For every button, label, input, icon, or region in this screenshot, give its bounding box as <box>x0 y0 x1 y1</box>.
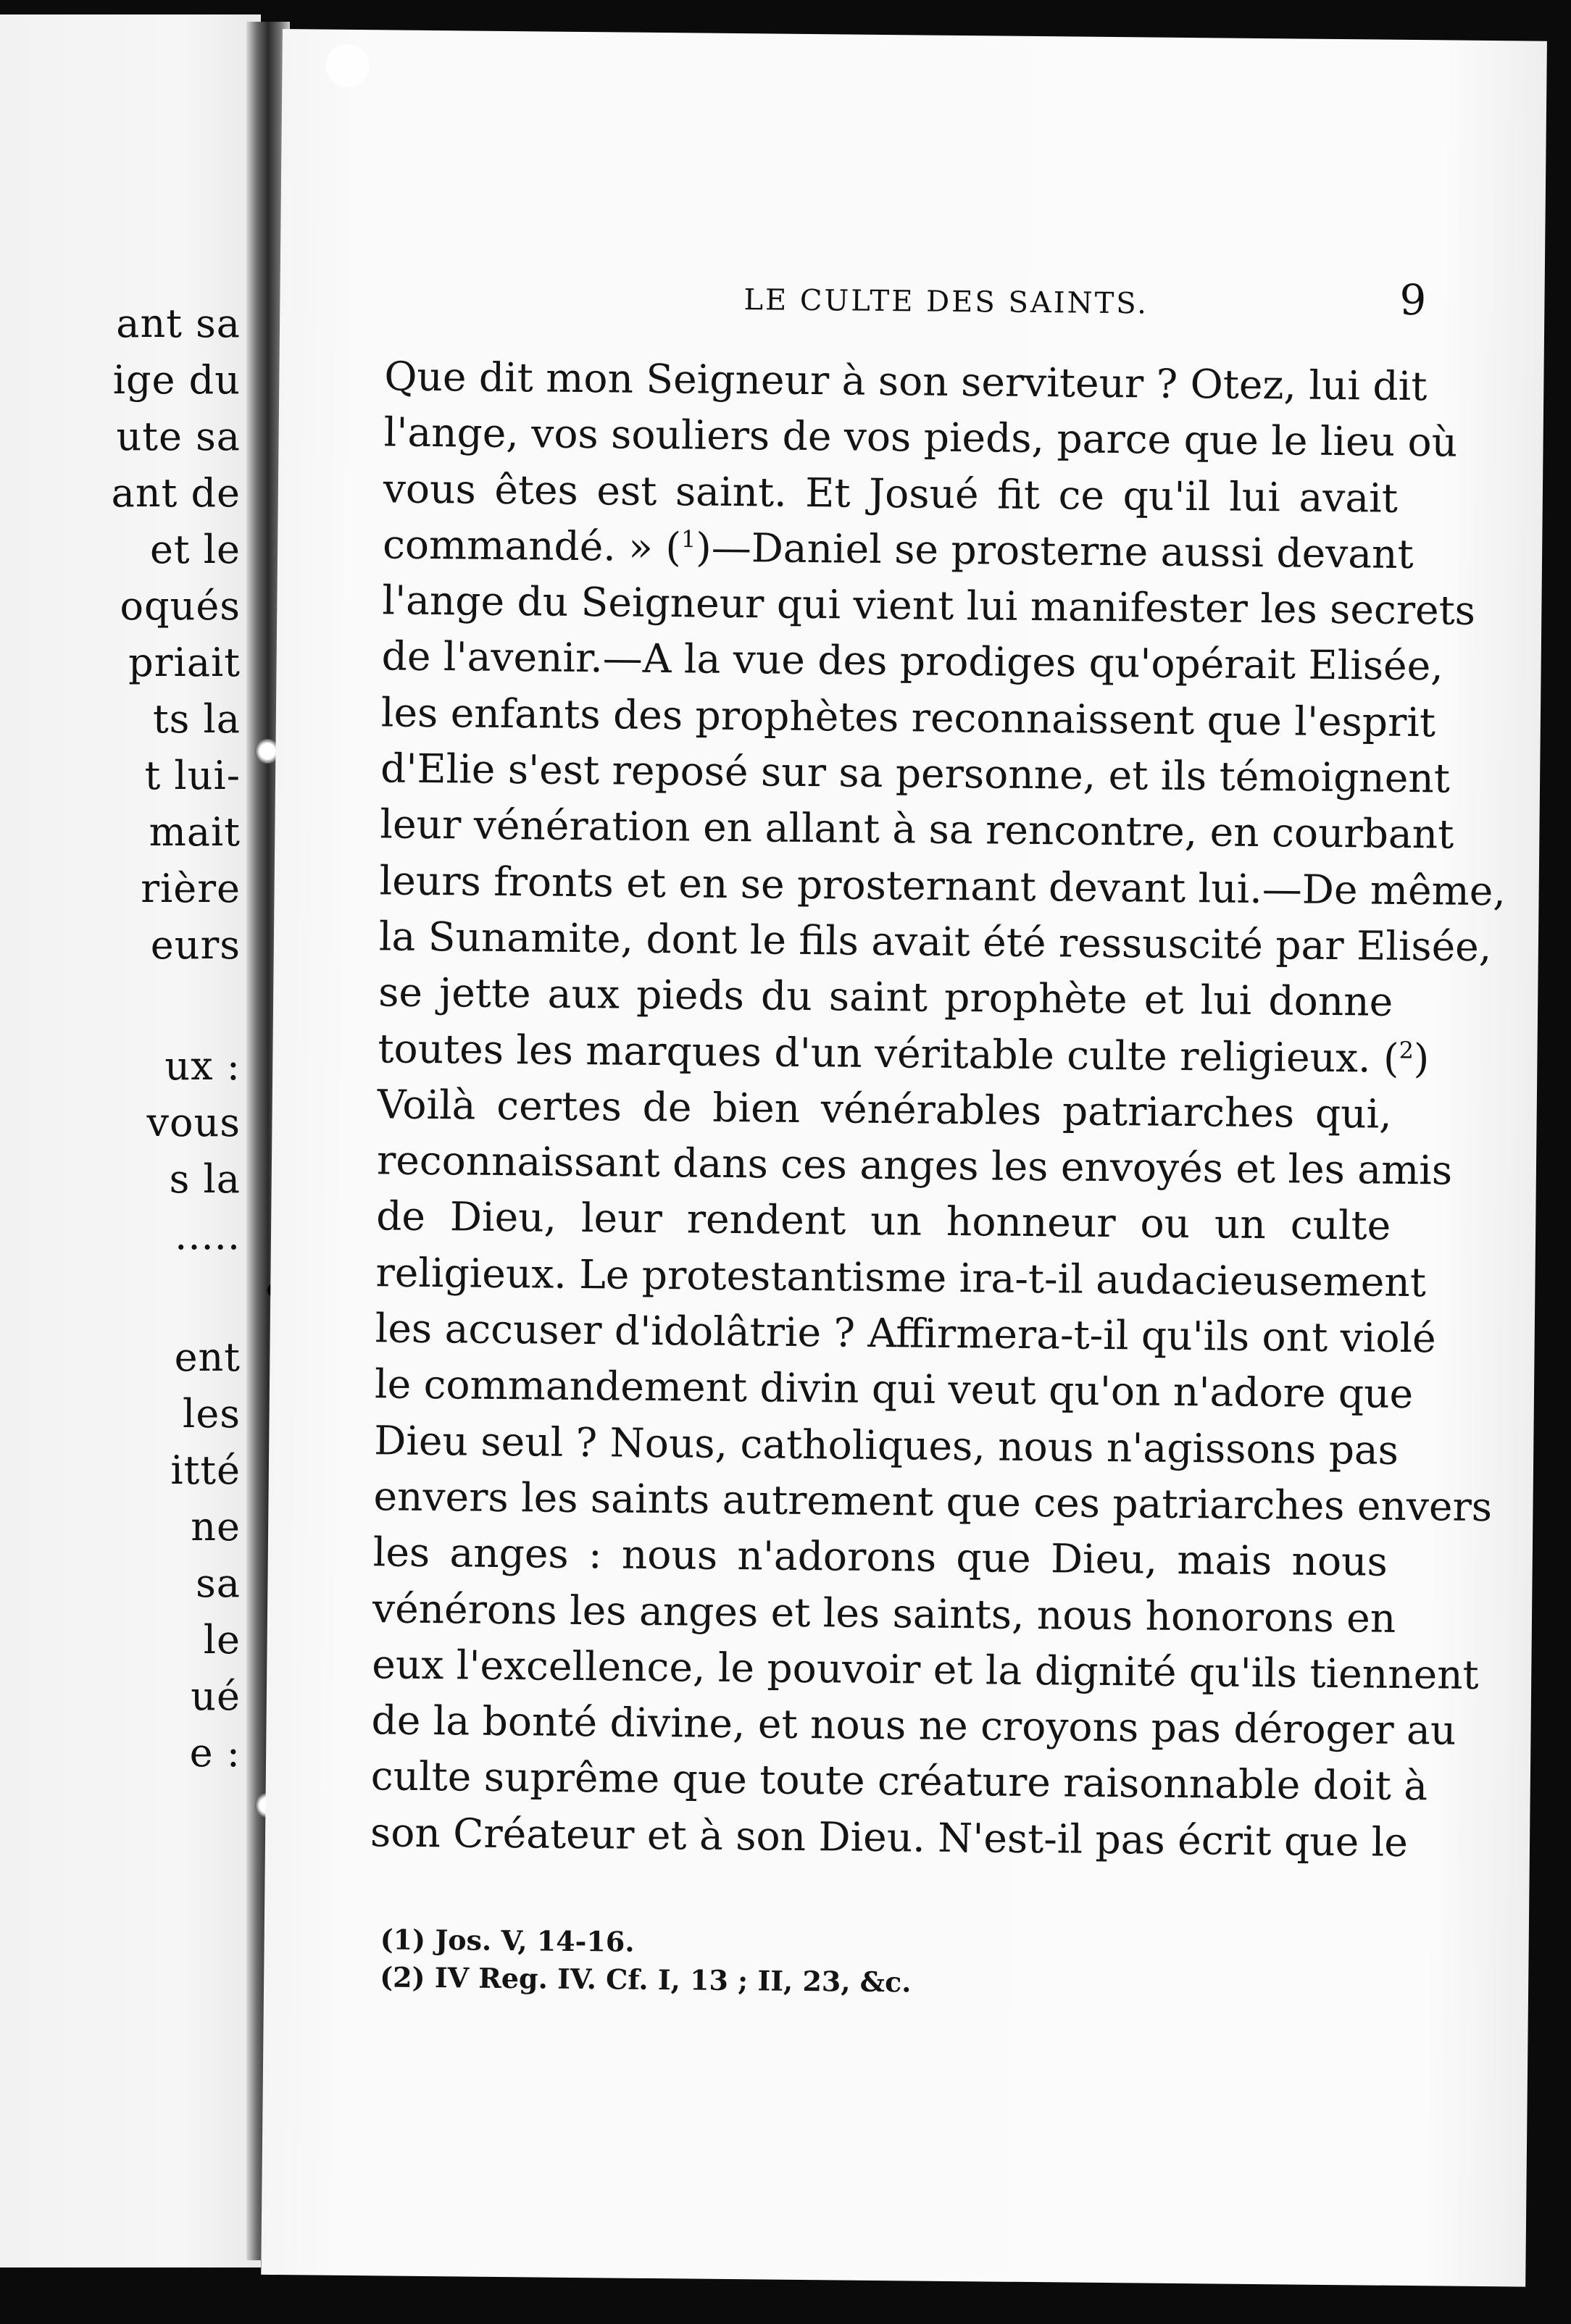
text-line: vénérons les anges et les saints, nous honorons en <box>372 1584 1396 1642</box>
text-line: le commandement divin qui veut qu'on n'adore que <box>374 1360 1414 1418</box>
left-page-fragment: ige du <box>112 357 241 403</box>
text-line: son Créateur et à son Dieu. N'est-il pas écrit que le <box>370 1808 1409 1865</box>
text-line: de l'avenir.—A la vue des prodiges qu'opérait Elisée, <box>381 632 1443 690</box>
left-page-fragment: le <box>203 1617 241 1663</box>
left-facing-page <box>0 14 261 2267</box>
left-page-fragment: ute sa <box>116 414 241 459</box>
left-page-fragment: ne <box>191 1504 241 1550</box>
left-page-fragment: t lui- <box>144 753 241 798</box>
right-page <box>261 29 1547 2287</box>
left-page-fragment: s la <box>169 1156 241 1202</box>
text-line: culte suprême que toute créature raisonnable doit à <box>370 1752 1428 1810</box>
text-line: se jette aux pieds du saint prophète et lui donne <box>378 969 1393 1026</box>
text-line: Voilà certes de bien vénérables patriarches qui, <box>377 1081 1393 1137</box>
footnotes <box>380 1920 1250 2005</box>
text-line: la Sunamite, dont le fils avait été ressuscité par Elisée, <box>378 913 1492 971</box>
text-line: d'Elie s'est reposé sur sa personne, et ils témoignent <box>380 745 1451 802</box>
left-page-fragment: ué <box>191 1673 241 1719</box>
text-line: reconnaissant dans ces anges les envoyés et les amis <box>376 1137 1453 1194</box>
footnote: (1) Jos. V, 14-16. <box>380 1923 635 1958</box>
footnote: (2) IV Reg. IV. Cf. I, 13 ; II, 23, &c. <box>379 1960 912 1999</box>
text-line: commandé. » ($^1$)—Daniel se prosterne aussi devant <box>382 521 1414 577</box>
left-page-fragment: et le <box>149 527 241 572</box>
left-page-fragment: rière <box>141 866 241 911</box>
left-page-fragment: les <box>183 1391 241 1437</box>
text-line: toutes les marques d'un véritable culte religieux. ($^2$) <box>378 1024 1430 1082</box>
left-page-fragment: itté <box>170 1447 241 1493</box>
left-page-fragment: ..... <box>175 1213 241 1258</box>
text-line: Dieu seul ? Nous, catholiques, nous n'agissons pas <box>374 1416 1399 1474</box>
left-page-fragment: eurs <box>150 922 241 968</box>
paper-speck <box>325 44 370 88</box>
text-line: l'ange du Seigneur qui vient lui manifester les secrets <box>382 577 1476 635</box>
left-page-fragment: ux : <box>164 1043 241 1089</box>
left-page-fragment: ant de <box>111 470 241 516</box>
text-line: les accuser d'idolâtrie ? Affirmera-t-il qu'ils ont violé <box>375 1305 1436 1362</box>
text-line: Que dit mon Seigneur à son serviteur ? Otez, lui dit <box>384 353 1428 410</box>
text-line: leur vénération en allant à sa rencontre, en courbant <box>380 801 1454 858</box>
left-page-fragment: ant sa <box>116 301 241 346</box>
left-page-fragment: e : <box>189 1730 241 1776</box>
left-page-fragment: sa <box>196 1560 241 1606</box>
left-page-fragment: oqués <box>120 583 241 629</box>
text-line: religieux. Le protestantisme ira-t-il audacieusement <box>375 1249 1427 1305</box>
body-text <box>370 348 1507 1870</box>
text-line: leurs fronts et en se prosternant devant lui.—De même, <box>379 857 1507 914</box>
left-page-fragment: mait <box>149 809 241 855</box>
left-page-fragment: ts la <box>152 696 241 742</box>
text-line: de Dieu, leur rendent un honneur ou un culte <box>375 1192 1391 1250</box>
text-line: de la bonté divine, et nous ne croyons pas déroger au <box>371 1697 1457 1754</box>
text-line: l'ange, vos souliers de vos pieds, parce que le lieu où <box>383 409 1458 466</box>
text-line: vous êtes est saint. Et Josué fit ce qu'il lui avait <box>383 464 1399 522</box>
left-page-fragment: priait <box>128 640 241 685</box>
text-line: les enfants des prophètes reconnaissent que l'esprit <box>380 689 1436 746</box>
text-line: envers les saints autrement que ces patriarches envers <box>373 1473 1493 1531</box>
text-line: les anges : nous n'adorons que Dieu, mais nous <box>372 1529 1388 1585</box>
left-page-fragment: vous <box>146 1100 241 1145</box>
running-head: LE CULTE DES SAINTS. <box>743 283 1149 321</box>
page-number: 9 <box>1399 275 1427 325</box>
left-page-fragment: ent <box>174 1334 241 1380</box>
text-line: eux l'excellence, le pouvoir et la dignité qu'ils tiennent <box>372 1641 1480 1698</box>
